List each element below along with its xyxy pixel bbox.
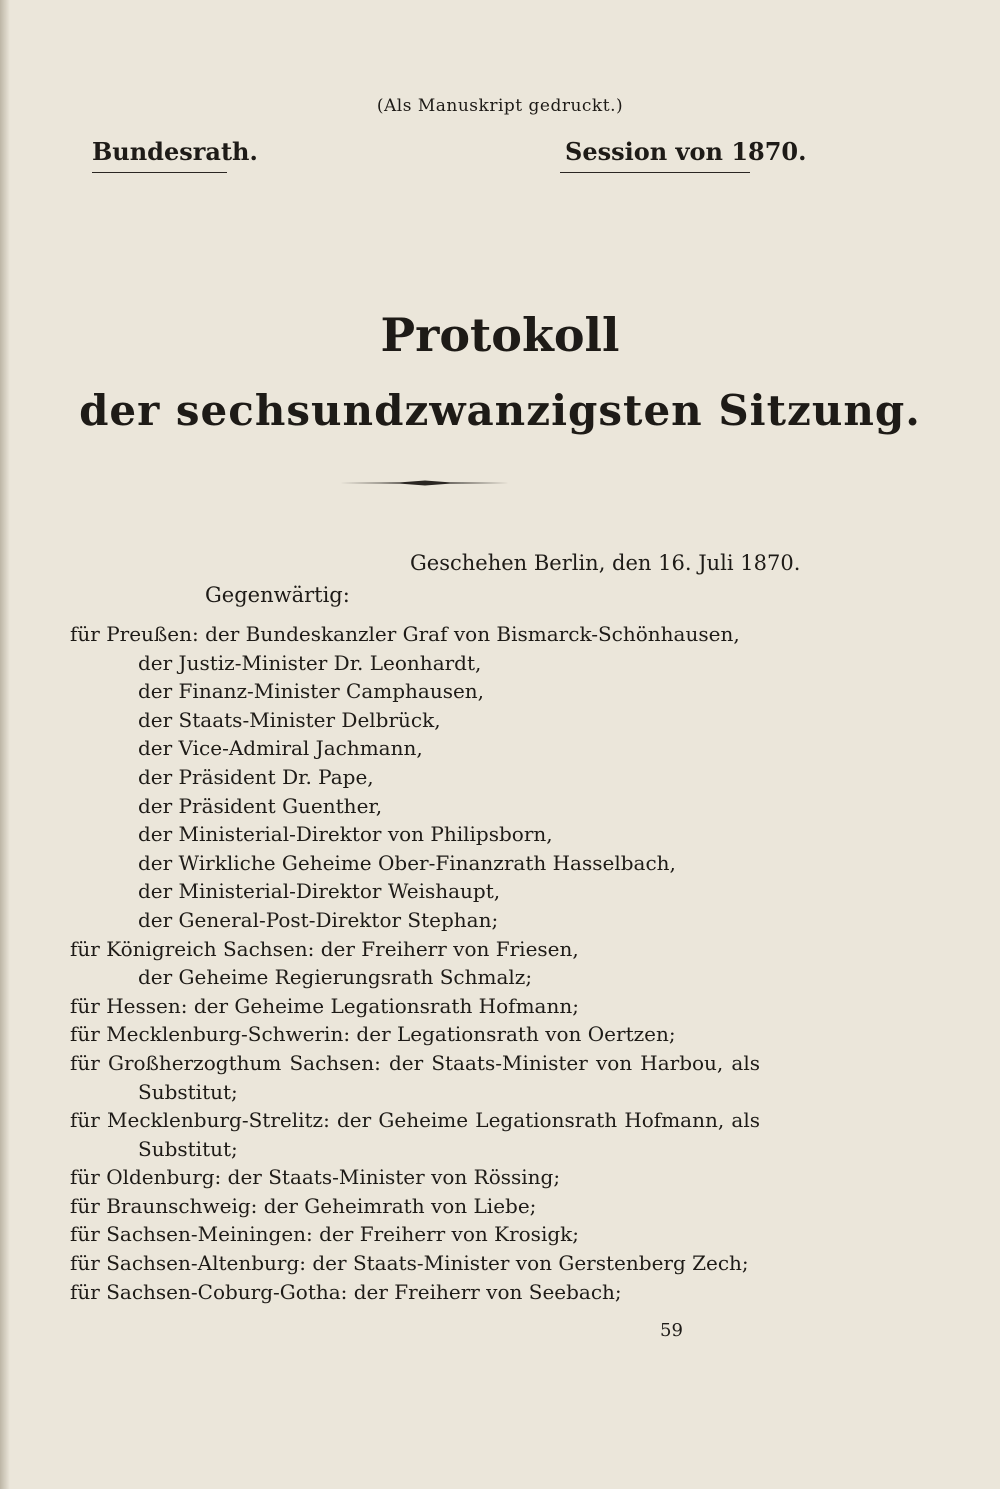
header-left: Bundesrath. (92, 137, 258, 166)
ornament-rule (340, 478, 510, 488)
roster-line: der Staats-Minister Delbrück, (138, 707, 441, 732)
present-label: Gegenwärtig: (205, 583, 350, 607)
header-rule-right (560, 172, 750, 173)
attendee-roster (70, 620, 760, 1306)
roster-line: der Präsident Dr. Pape, (138, 764, 374, 789)
roster-line: der Präsident Guenther, (138, 793, 383, 818)
roster-line: für Sachsen-Altenburg: der Staats-Minister von Gerstenberg Zech; (70, 1251, 749, 1276)
page-number: 59 (660, 1320, 683, 1341)
roster-line: für Hessen: der Geheime Legationsrath Hofmann; (70, 993, 579, 1018)
header-right: Session von 1870. (565, 137, 807, 166)
roster-line: der Ministerial-Direktor Weishaupt, (138, 879, 501, 904)
roster-line: für Preußen: der Bundeskanzler Graf von Bismarck-Schönhausen, (70, 622, 740, 646)
roster-line: der General-Post-Direktor Stephan; (138, 907, 499, 932)
binding-shadow (0, 0, 10, 1489)
roster-line: für Mecklenburg-Schwerin: der Legationsrath von Oertzen; (70, 1022, 676, 1047)
roster-line: für Mecklenburg-Strelitz: der Geheime Legationsrath Hofmann, als Substitut; (70, 1108, 760, 1161)
print-note: (Als Manuskript gedruckt.) (376, 96, 624, 116)
roster-line: der Vice-Admiral Jachmann, (138, 736, 423, 761)
roster-line: für Braunschweig: der Geheimrath von Liebe; (70, 1193, 537, 1218)
roster-line: der Geheime Regierungsrath Schmalz; (138, 965, 533, 990)
header-rule-left (92, 172, 227, 173)
roster-line: für Großherzogthum Sachsen: der Staats-Minister von Harbou, als Substitut; (70, 1050, 760, 1104)
roster-line: der Wirkliche Geheime Ober-Finanzrath Hasselbach, (138, 850, 676, 875)
roster-line: der Ministerial-Direktor von Philipsborn, (138, 822, 553, 847)
roster-line: für Königreich Sachsen: der Freiherr von Friesen, (70, 936, 579, 961)
roster-line: für Sachsen-Meiningen: der Freiherr von Krosigk; (70, 1222, 579, 1247)
document-title: Protokoll (380, 308, 620, 362)
roster-line: der Justiz-Minister Dr. Leonhardt, (138, 650, 482, 675)
roster-line: für Sachsen-Coburg-Gotha: der Freiherr von Seebach; (70, 1279, 622, 1304)
document-subtitle: der sechsundzwanzigsten Sitzung. (79, 386, 921, 435)
place-date: Geschehen Berlin, den 16. Juli 1870. (410, 551, 801, 575)
roster-line: für Oldenburg: der Staats-Minister von Rössing; (70, 1165, 561, 1190)
roster-line: der Finanz-Minister Camphausen, (138, 679, 485, 704)
